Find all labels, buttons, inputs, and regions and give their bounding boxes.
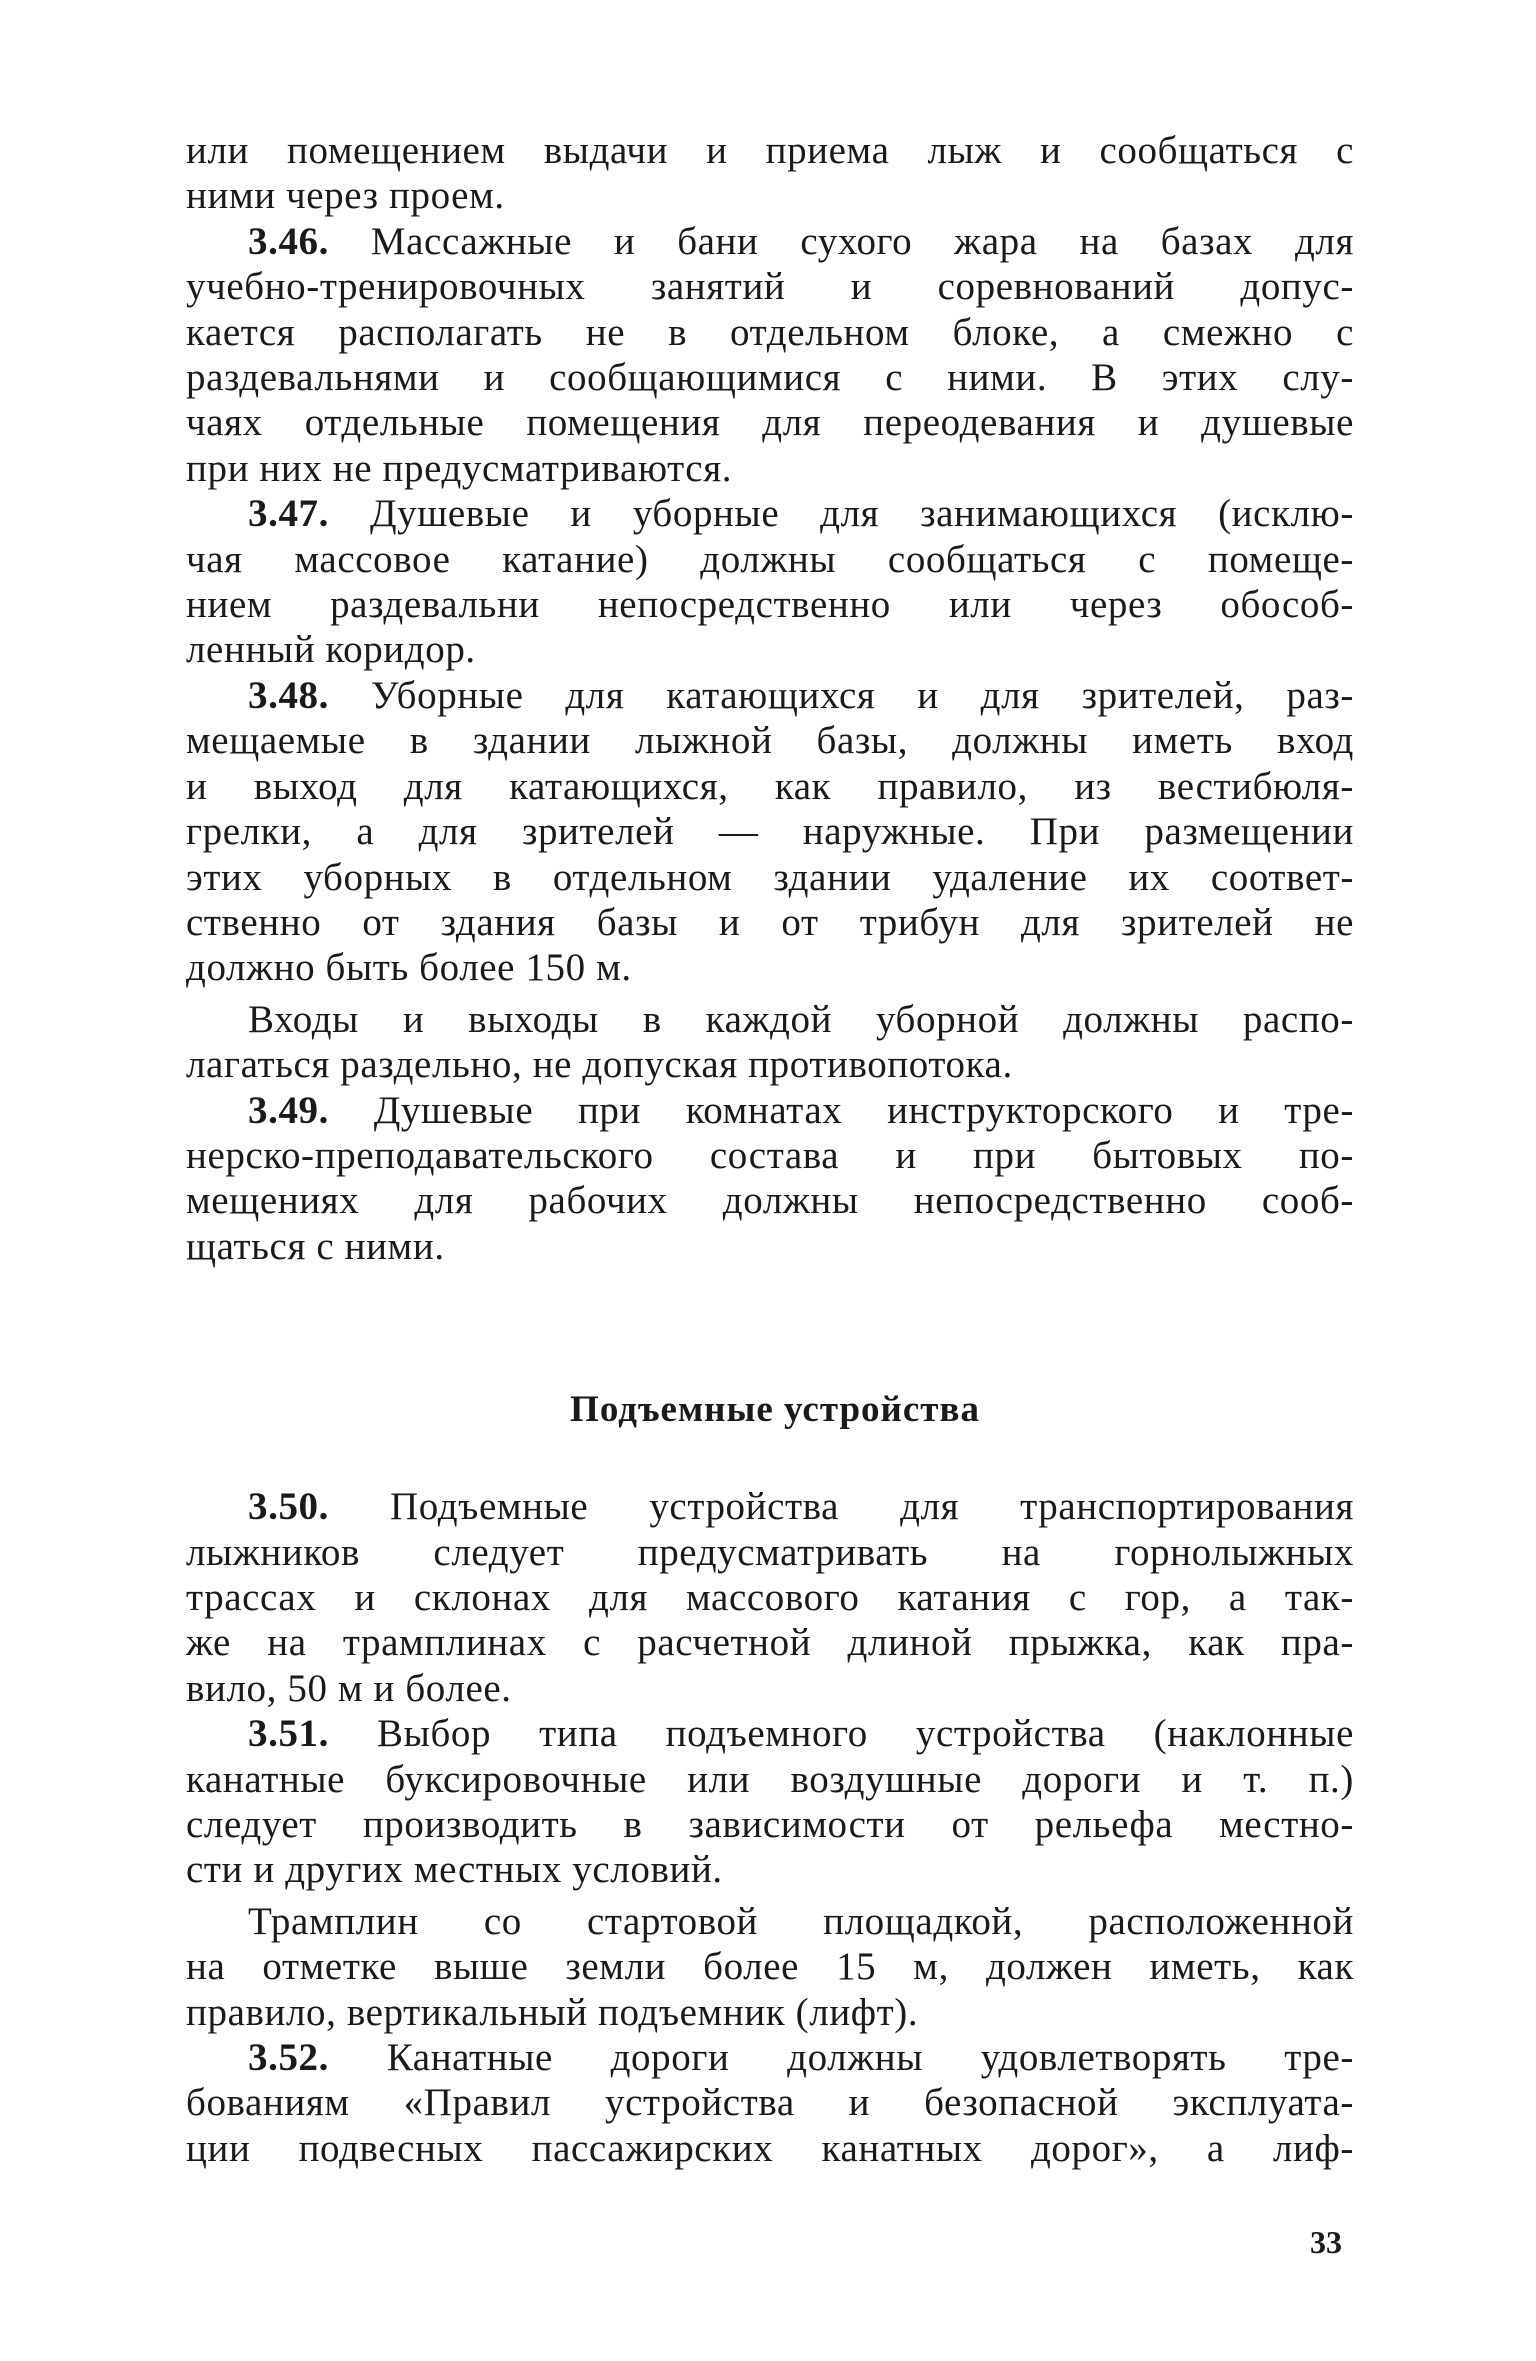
text-fragment: Массажные и бани сухого жара на базах для <box>370 219 1354 263</box>
paragraph-3-50-first-line <box>186 1484 1354 1529</box>
clause-number: 3.48. <box>248 673 329 717</box>
text-line: следует производить в зависимости от рельефа местно- <box>186 1803 1354 1846</box>
text-line: учебно-тренировочных занятий и соревнований допус- <box>186 265 1354 309</box>
page-body <box>186 128 1354 2171</box>
text-line: ственно от здания базы и от трибун для зрителей не <box>186 900 1354 944</box>
paragraph-3-51-first-line <box>186 1711 1354 1756</box>
text-line: же на трамплинах с расчетной длиной прыжка, как пра- <box>186 1621 1354 1665</box>
text-line: ции подвесных пассажирских канатных дорог», а лиф- <box>186 2126 1354 2170</box>
text-line: мещениях для рабочих должны непосредственно сооб- <box>186 1179 1354 1223</box>
clause-number: 3.49. <box>248 1088 329 1132</box>
text-fragment: Душевые при комнатах инструкторского и тре- <box>373 1088 1354 1132</box>
section-heading: Подъемные устройства <box>570 1389 980 1431</box>
paragraph-3-49-first-line <box>186 1088 1354 1133</box>
text-line: правило, вертикальный подъемник (лифт). <box>186 1990 919 2034</box>
text-line: и выход для катающихся, как правило, из вестибюля- <box>186 764 1354 808</box>
text-line: раздевальнями и сообщающимися с ними. В этих слу- <box>186 356 1354 400</box>
clause-number: 3.50. <box>248 1485 329 1529</box>
text-line: щаться с ними. <box>186 1224 445 1268</box>
clause-number: 3.51. <box>248 1712 329 1756</box>
text-fragment: Душевые и уборные для занимающихся (исклю- <box>369 492 1354 536</box>
paragraph-3-46-first-line <box>186 219 1354 264</box>
text-line: при них не предусматриваются. <box>186 446 733 490</box>
text-line: бованиям «Правил устройства и безопасной эксплуата- <box>186 2081 1354 2125</box>
text-line: должно быть более 150 м. <box>186 946 632 990</box>
clause-number: 3.46. <box>248 219 329 263</box>
text-line: чаях отдельные помещения для переодевания и душевые <box>186 401 1354 445</box>
text-line: трассах и склонах для массового катания с гор, а так- <box>186 1575 1354 1619</box>
text-line: мещаемые в здании лыжной базы, должны иметь вход <box>186 719 1354 763</box>
paragraph-3-52-first-line <box>186 2035 1354 2080</box>
text-fragment: Выбор типа подъемного устройства (наклонные <box>377 1712 1354 1756</box>
text-line: лыжников следует предусматривать на горнолыжных <box>186 1530 1354 1574</box>
text-line: вило, 50 м и более. <box>186 1666 512 1710</box>
text-line: нием раздевальни непосредственно или через обособ- <box>186 583 1354 627</box>
text-line: сти и других местных условий. <box>186 1848 723 1892</box>
text-line: или помещением выдачи и приема лыж и сообщаться с <box>186 129 1354 172</box>
text-line: кается располагать не в отдельном блоке, а смежно с <box>186 310 1354 354</box>
text-line: на отметке выше земли более 15 м, должен иметь, как <box>186 1945 1354 1989</box>
paragraph-3-48-first-line <box>186 673 1354 718</box>
text-line: ними через проем. <box>186 174 505 218</box>
clause-number: 3.52. <box>248 2036 329 2080</box>
paragraph-3-51-continuation: Трамплин со стартовой площадкой, расположенной <box>248 1899 1354 1943</box>
text-line: ленный коридор. <box>186 628 476 672</box>
text-line: лагаться раздельно, не допуская противопотока. <box>186 1043 1013 1087</box>
text-fragment: Канатные дороги должны удовлетворять тре- <box>386 2036 1354 2080</box>
text-fragment: Подъемные устройства для транспортирования <box>390 1485 1354 1529</box>
text-line: этих уборных в отдельном здании удаление их соответ- <box>186 855 1354 899</box>
clause-number: 3.47. <box>248 492 329 536</box>
text-line: чая массовое катание) должны сообщаться с помеще- <box>186 537 1354 581</box>
text-fragment: Уборные для катающихся и для зрителей, раз- <box>370 673 1354 717</box>
paragraph-3-47-first-line <box>186 491 1354 536</box>
text-line: канатные буксировочные или воздушные дороги и т. п.) <box>186 1757 1354 1801</box>
page-number: 33 <box>1310 2224 1342 2260</box>
paragraph-3-48-continuation: Входы и выходы в каждой уборной должны распо- <box>248 997 1354 1041</box>
text-line: нерско-преподавательского состава и при бытовых по- <box>186 1133 1354 1177</box>
text-line: грелки, а для зрителей — наружные. При размещении <box>186 810 1354 854</box>
